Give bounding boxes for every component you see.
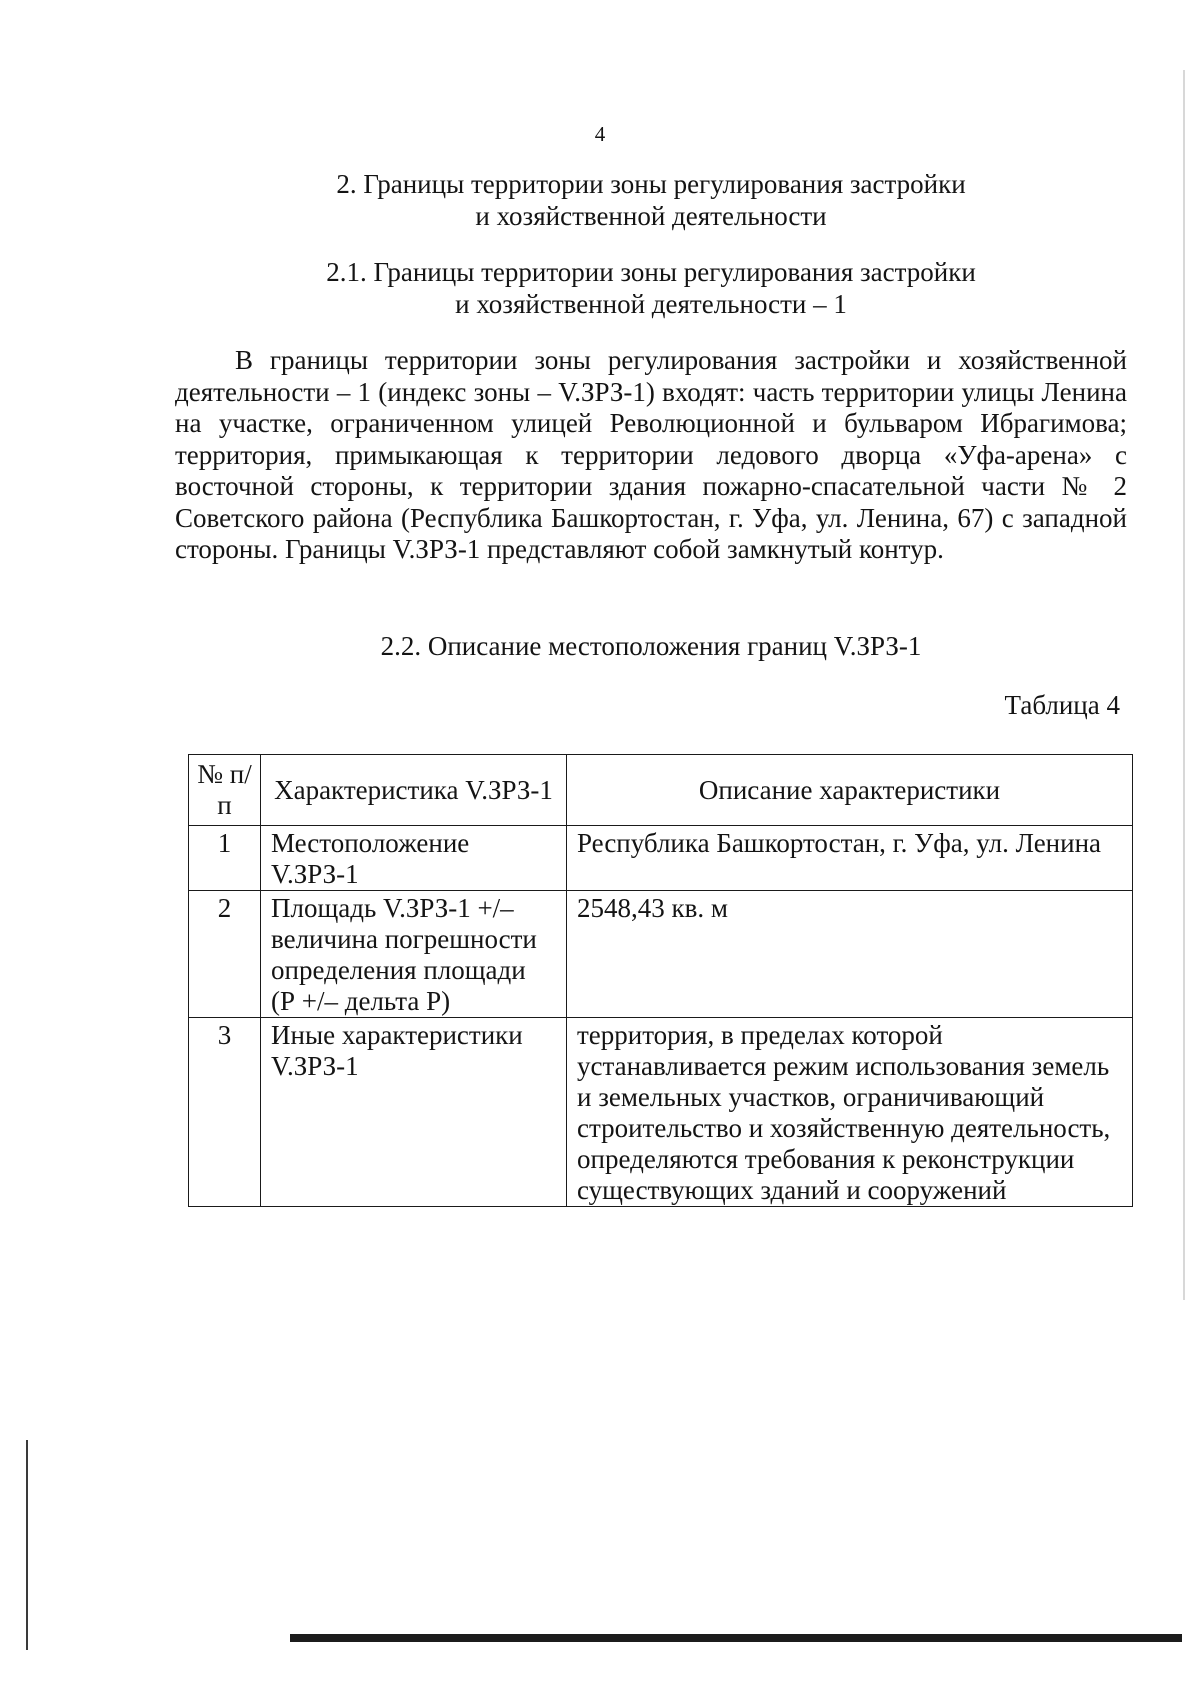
section-heading xyxy=(180,168,1122,232)
section-heading-line1: 2. Границы территории зоны регулирования застройки xyxy=(336,169,966,199)
section-heading-line2: и хозяйственной деятельности xyxy=(475,201,827,231)
row-description: 2548,43 кв. м xyxy=(567,891,1133,1018)
row-number: 3 xyxy=(189,1018,261,1207)
row-characteristic: Иные характеристики V.ЗРЗ-1 xyxy=(261,1018,567,1207)
column-header-characteristic: Характеристика V.ЗРЗ-1 xyxy=(261,755,567,826)
subsection2-heading xyxy=(180,630,1122,662)
characteristics-table xyxy=(188,754,1133,1207)
row-characteristic: Местоположение V.ЗРЗ-1 xyxy=(261,826,567,891)
table-header-row xyxy=(189,755,1133,826)
column-header-number: № п/п xyxy=(189,755,261,826)
table-row xyxy=(189,1018,1133,1207)
subsection-heading-line2: и хозяйственной деятельности – 1 xyxy=(455,289,847,319)
scan-edge-mark-left xyxy=(26,1440,28,1650)
subsection-heading xyxy=(180,256,1122,320)
table-row xyxy=(189,891,1133,1018)
row-number: 1 xyxy=(189,826,261,891)
page-number: 4 xyxy=(594,122,606,146)
row-description: территория, в пределах которой устанавливается режим использования земель и земельных участков, ограничивающий строительство и хозяйственную деятельность, определяются требования к реконструкции существующих зданий и сооружений xyxy=(567,1018,1133,1207)
scan-artifact-bar xyxy=(290,1634,1182,1642)
subsection2-heading-text: 2.2. Описание местоположения границ V.ЗРЗ-1 xyxy=(380,631,922,661)
table-caption: Таблица 4 xyxy=(1004,690,1120,720)
table-row xyxy=(189,826,1133,891)
row-number: 2 xyxy=(189,891,261,1018)
subsection-heading-line1: 2.1. Границы территории зоны регулирования застройки xyxy=(326,257,976,287)
row-description: Республика Башкортостан, г. Уфа, ул. Ленина xyxy=(567,826,1133,891)
body-paragraph: В границы территории зоны регулирования застройки и хозяйственной деятельности – 1 (индекс зоны – V.ЗРЗ-1) входят: часть территории улицы Ленина на участке, ограниченном улицей Революционной и бульваром Ибрагимова; территория, примыкающая к территории ледового дворца «Уфа-арена» с восточной стороны, к территории здания пожарно-спасательной части № 2 Советского района (Республика Башкортостан, г. Уфа, ул. Ленина, 67) с западной стороны. Границы V.ЗРЗ-1 представляют собой замкнутый контур. xyxy=(175,345,1127,564)
row-characteristic: Площадь V.ЗРЗ-1 +/– величина погрешности определения площади (Р +/– дельта Р) xyxy=(261,891,567,1018)
column-header-description: Описание характеристики xyxy=(567,755,1133,826)
scan-edge-mark-right xyxy=(1183,70,1185,1300)
